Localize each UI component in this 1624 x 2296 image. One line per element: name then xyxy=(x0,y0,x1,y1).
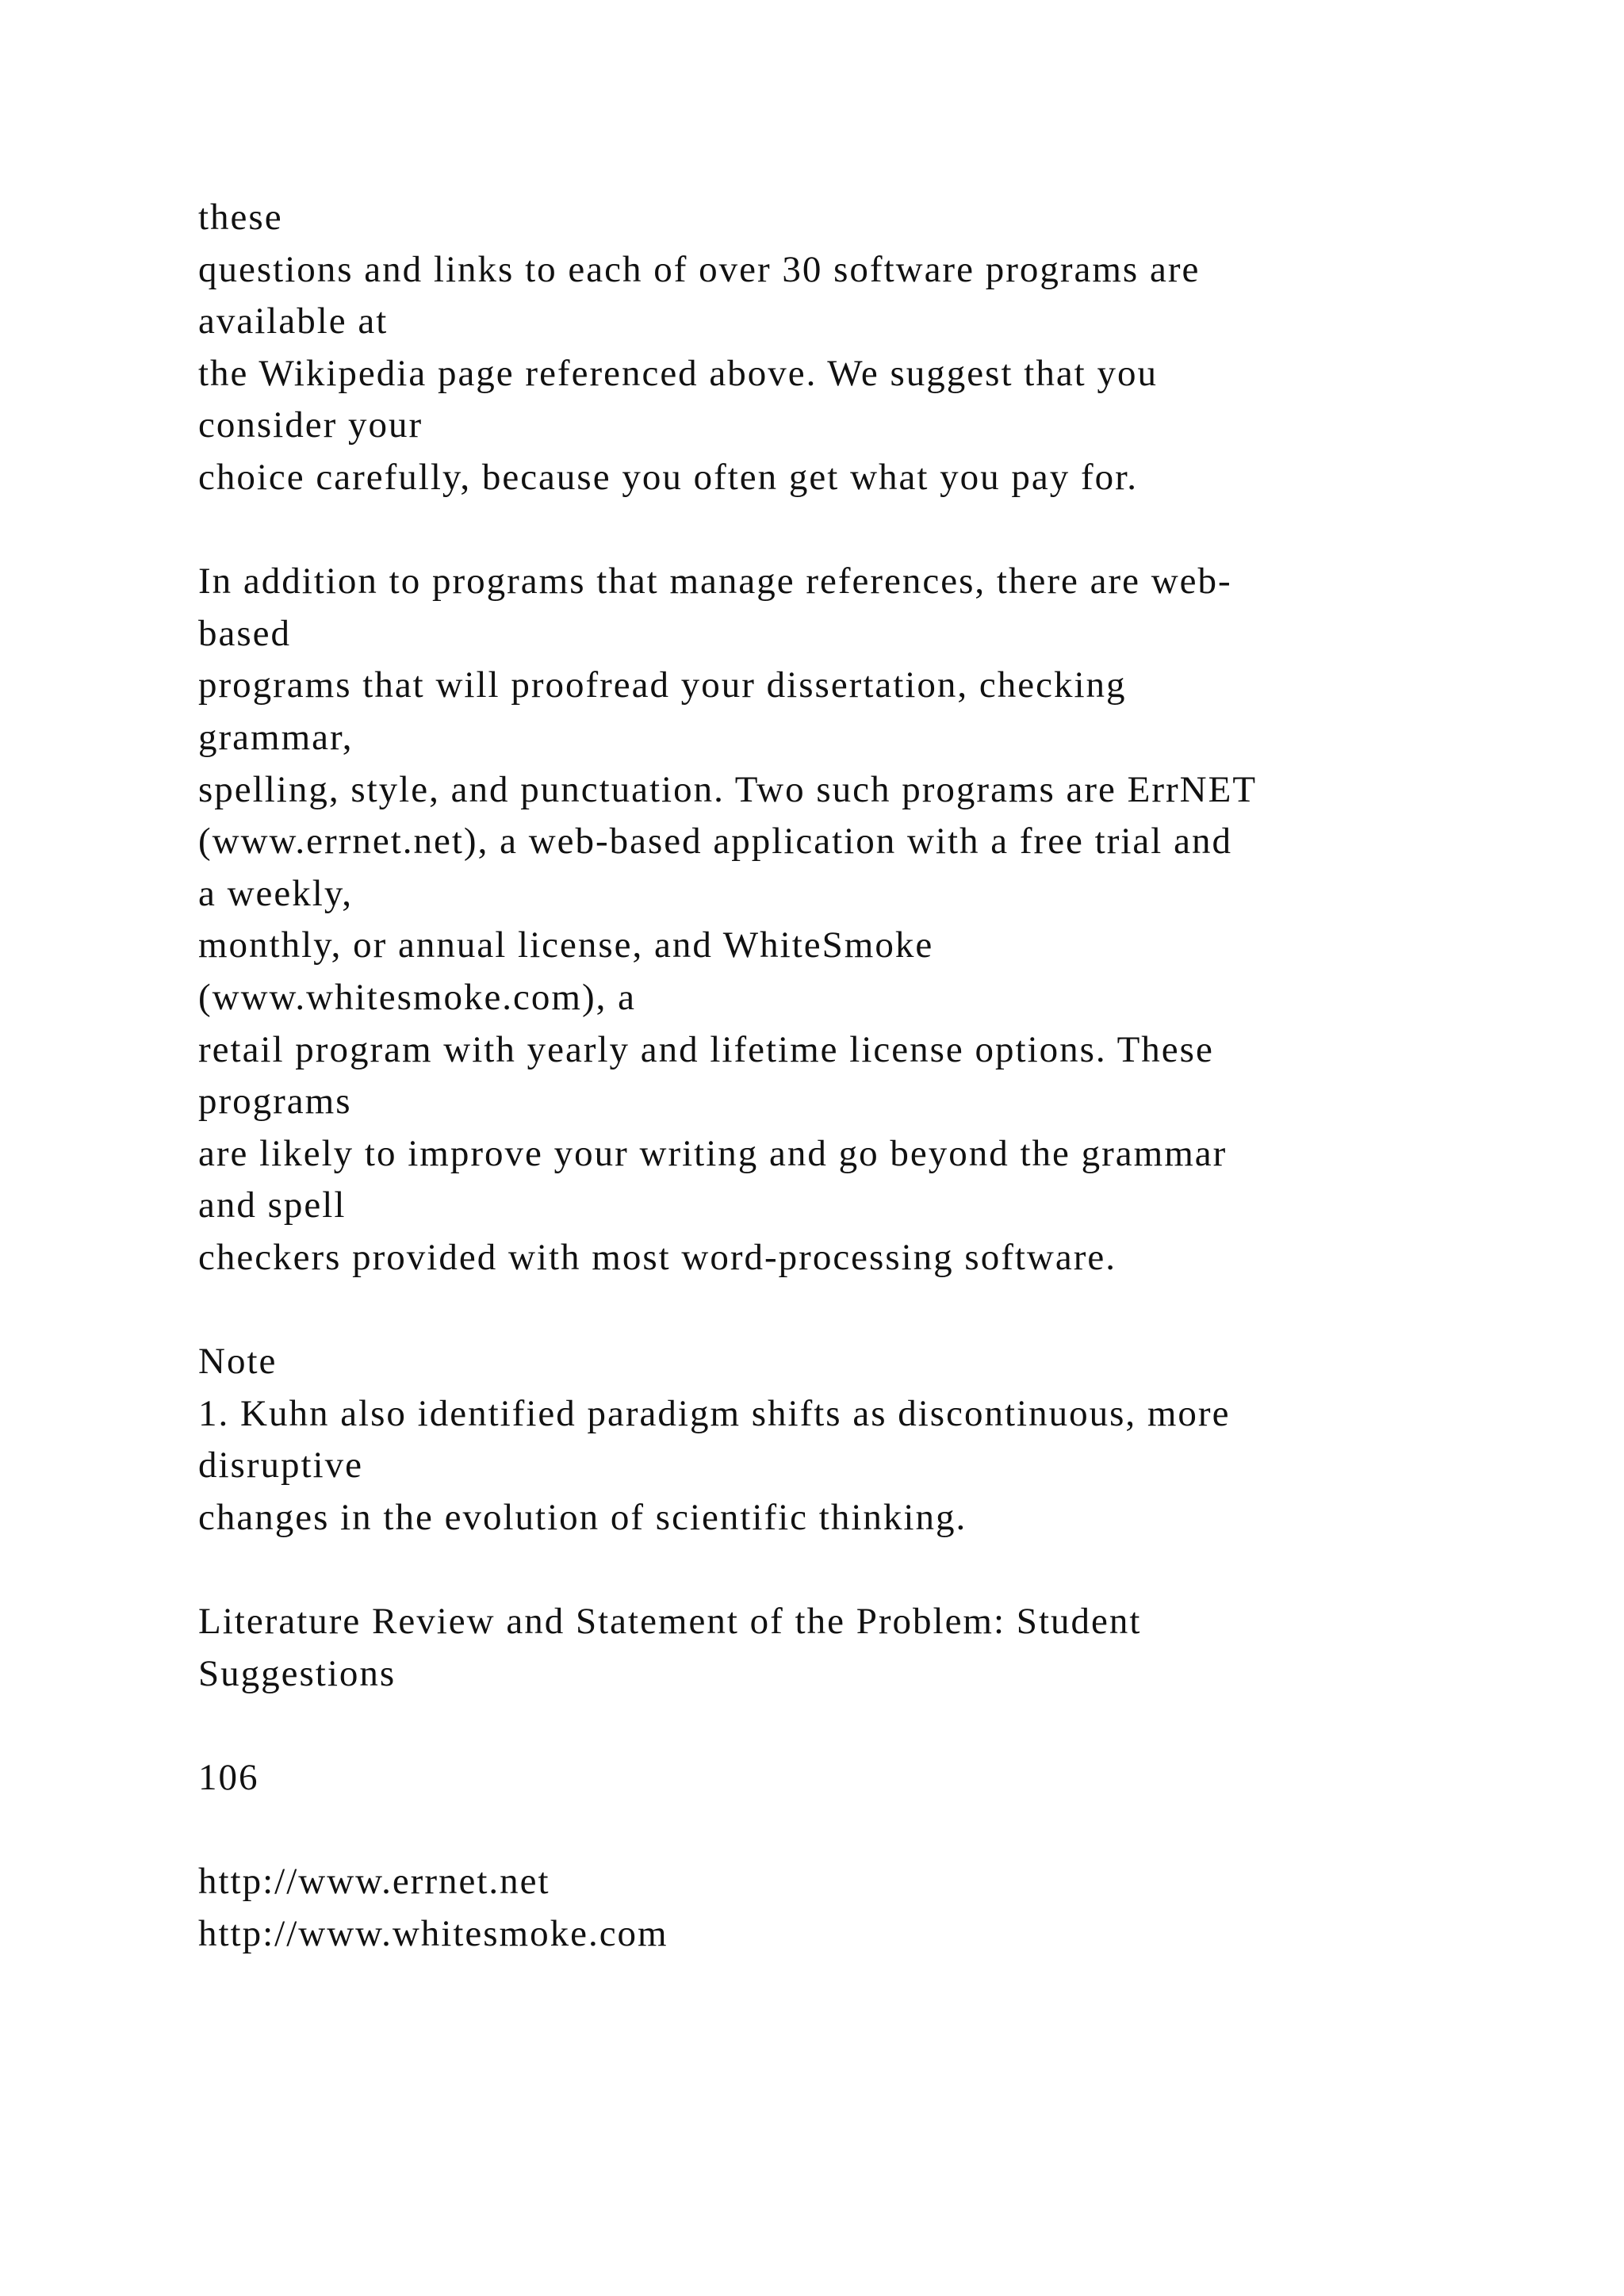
text-line: questions and links to each of over 30 software programs are xyxy=(198,248,1201,290)
paragraph-spacer xyxy=(198,1544,1546,1596)
note-section xyxy=(198,1336,1546,1544)
text-line: based xyxy=(198,612,292,654)
paragraph-spacer xyxy=(198,504,1546,557)
footnote-line: changes in the evolution of scientific thinking. xyxy=(198,1496,967,1538)
text-line: a weekly, xyxy=(198,872,354,914)
text-line: retail program with yearly and lifetime license options. These xyxy=(198,1028,1214,1070)
text-line: these xyxy=(198,197,283,238)
paragraph-spacer xyxy=(198,1804,1546,1856)
text-line: checkers provided with most word-processing software. xyxy=(198,1236,1116,1278)
footnote-line: 1. Kuhn also identified paradigm shifts as discontinuous, more xyxy=(198,1392,1231,1434)
page-number: 106 xyxy=(198,1756,259,1798)
text-line: monthly, or annual license, and WhiteSmoke xyxy=(198,924,934,966)
text-line: (www.whitesmoke.com), a xyxy=(198,976,636,1018)
running-title-line: Suggestions xyxy=(198,1652,396,1694)
document-body xyxy=(198,192,1546,1960)
paragraph-spacer xyxy=(198,1700,1546,1752)
errnet-link[interactable]: http://www.errnet.net xyxy=(198,1861,550,1902)
running-title xyxy=(198,1596,1546,1700)
footnote-line: disruptive xyxy=(198,1445,363,1487)
whitesmoke-link[interactable]: http://www.whitesmoke.com xyxy=(198,1912,668,1954)
text-line: and spell xyxy=(198,1184,347,1226)
text-line: are likely to improve your writing and go beyond the grammar xyxy=(198,1132,1228,1174)
text-line: the Wikipedia page referenced above. We suggest that you xyxy=(198,352,1158,394)
note-heading: Note xyxy=(198,1341,278,1383)
text-line: available at xyxy=(198,300,389,342)
text-line: (www.errnet.net), a web-based application with a free trial and xyxy=(198,821,1232,863)
paragraph-proofreading-programs xyxy=(198,556,1546,1284)
text-line: In addition to programs that manage references, there are web- xyxy=(198,561,1232,603)
text-line: programs xyxy=(198,1081,352,1123)
link-list xyxy=(198,1856,1546,1960)
text-line: spelling, style, and punctuation. Two such programs are ErrNET xyxy=(198,768,1258,810)
paragraph-spacer xyxy=(198,1284,1546,1336)
text-line: consider your xyxy=(198,404,423,446)
running-title-line: Literature Review and Statement of the Problem: Student xyxy=(198,1601,1142,1643)
text-line: programs that will proofread your dissertation, checking xyxy=(198,664,1127,706)
text-line: choice carefully, because you often get what you pay for. xyxy=(198,456,1138,498)
paragraph-proofreading-intro xyxy=(198,192,1546,504)
text-line: grammar, xyxy=(198,716,354,758)
